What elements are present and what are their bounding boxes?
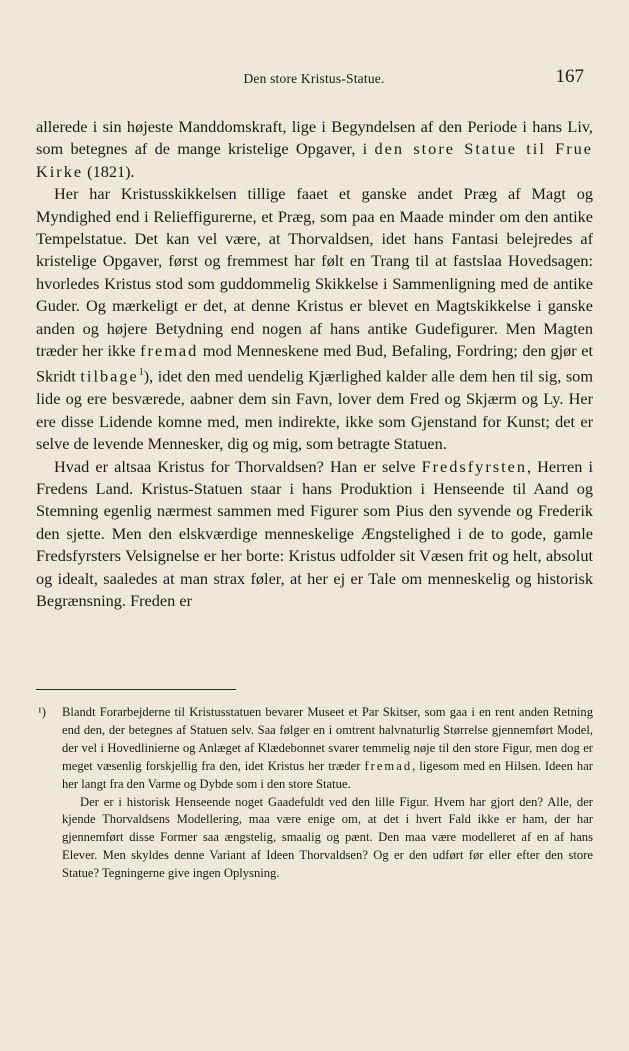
paragraph-2-text-a: Her har Kristusskikkelsen tillige faaet et ganske andet Præg af Magt og Myndighed end i Relieffigurerne, et Præg, som paa en Maade minder om den antike Tempelstatue. Det kan vel være, at Thorvaldsen, idet hans Fantasi belejredes af kristelige Opgaver, først og fremmest har følt en Trang til at fastslaa Hovedsagen: hvorledes Kristus stod som guddommelig Skikkelse i Sammenligning med de antike Guder. Og mærkeligt er det, at denne Kristus er blevet en Magtskikkelse i ganske anden og højere Betydning end nogen af hans antike Gudefigurer. Men Magten træder her ikke: [36, 184, 593, 361]
paragraph-3: [36, 456, 593, 613]
footnote-1: [36, 704, 593, 794]
footnote-reference[interactable]: 1: [138, 367, 144, 379]
footnote-1-text-a: Blandt Forarbejderne til Kristusstatuen bevarer Museet et Par Skitser, som gaa i en rent anden Retning end den, der betegnes af Statuen selv. Saa følger en i omtrent halvnaturlig Størrelse gjennemført Model, der vel i Hovedlinierne og Anlæget af Klædebonnet svarer temmelig nøje til den store Figur, men dog er meget væsenlig forskjellig fra den, idet Kristus her træder: [62, 705, 593, 773]
footnotes: [36, 704, 593, 883]
paragraph-3-text-b: , Herren i Fredens Land. Kristus-Statuen staar i hans Produktion i Henseende til Aand og Stemning egenlig nærmest sammen med Figurer som Pius den syvende og Frederik den sjette. Men den elskværdige menneskelige Ængstelighed i de to gode, gamle Fredsfyrsters Velsignelse er her borte: Kristus udfolder sit Væsen frit og helt, absolut og idealt, saaledes at man strax føler, at her ej er Tale om menneskelig og historisk Begrænsning. Freden er: [36, 456, 593, 610]
paragraph-1: [36, 116, 593, 183]
spaced-emphasis: den store Statue til Frue Kirke: [36, 139, 593, 181]
spaced-emphasis: fremad: [364, 758, 413, 773]
paragraph-1-text-b: (1821).: [83, 161, 135, 181]
paragraph-1-text-a: allerede i sin højeste Manddomskraft, lige i Begyndelsen af den Periode i hans Liv, som betegnes af de mange kristelige Opgaver, i: [36, 117, 593, 159]
spaced-emphasis: tilbage: [80, 366, 139, 386]
spaced-emphasis: fremad: [140, 341, 199, 361]
page-number: 167: [555, 66, 584, 87]
running-title: Den store Kristus-Statue.: [243, 71, 385, 86]
footnote-2: Der er i historisk Henseende noget Gaadefuldt ved den lille Figur. Hvem har gjort den? Alle, der kjende Thorvaldsens Modellering, maa være enige om, at det i hvert Fald ikke er ham, der har gjennemført disse Former saa ængstelig, smaalig og pænt. Den maa være modelleret af en af hans Elever. Men skyldes denne Variant af Ideen Thorvaldsen? Og er den udført før eller efter den store Statue? Tegningerne give ingen Oplysning.: [62, 794, 593, 881]
footnote-marker: ¹): [38, 705, 46, 719]
paragraph-3-text-a: Hvad er altsaa Kristus for Thorvaldsen? Han er selve: [54, 456, 422, 476]
paragraph-2: [36, 183, 593, 455]
footnote-1-text-b: , ligesom med en Hilsen. Ideen har her langt fra den Varme og Dybde som i den store Statue.: [62, 758, 593, 791]
paragraph-2-text-b: mod Menneskene med Bud, Befaling, Fordring; den gjør et Skridt: [36, 341, 593, 386]
spaced-emphasis: Fredsfyrsten: [421, 456, 527, 476]
page-header: [40, 66, 588, 90]
body-text: [36, 116, 593, 612]
paragraph-2-text-c: ), idet den med uendelig Kjærlighed kalder alle dem hen til sig, som lide og ere besværede, aabner dem sin Favn, lover dem Fred og Skjærm og Ly. Her ere disse Lidende komne med, men indirekte, ikke som Gjenstand for Kunst; det er selve de levende Mennesker, dig og mig, som betragte Statuen.: [36, 366, 593, 454]
footnote-divider: [36, 689, 236, 690]
